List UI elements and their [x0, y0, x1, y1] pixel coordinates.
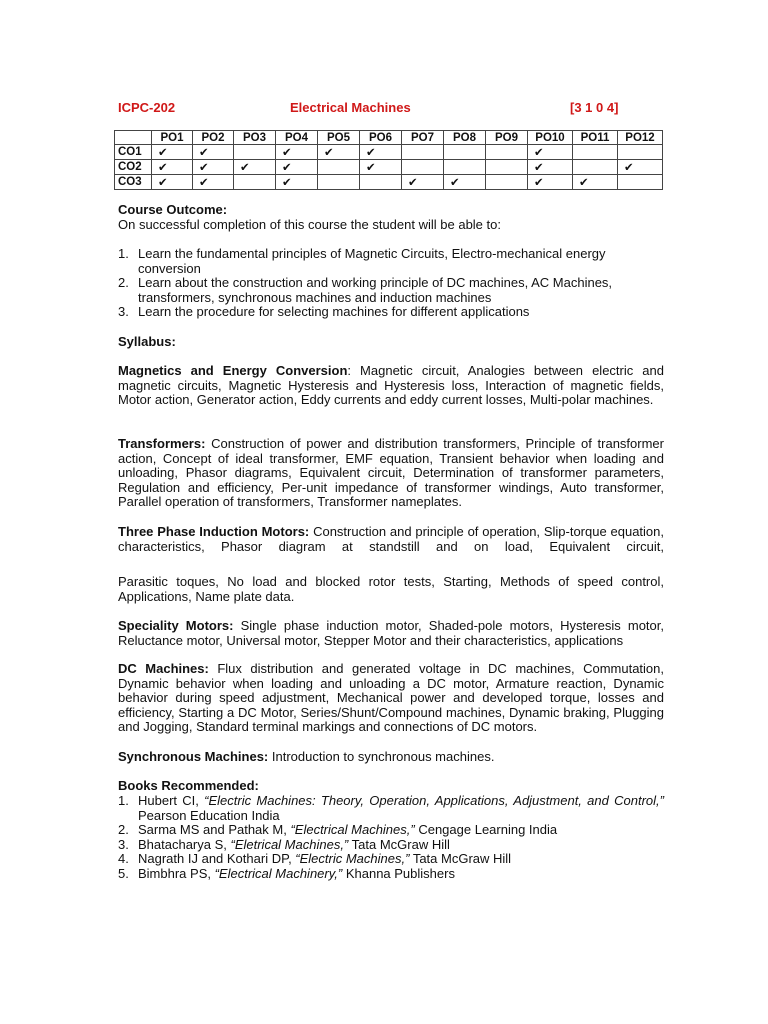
empty-cell: [486, 160, 528, 175]
column-header: PO3: [234, 131, 276, 145]
book-title: “Eletrical Machines,”: [230, 836, 349, 852]
topic-body: Single phase induction motor, Shaded-pole motors, Hysteresis motor, Reluctance motor, Universal motor, Stepper Motor and their characteristics, applications: [118, 618, 664, 648]
column-header: PO11: [573, 131, 618, 145]
topic-title: Synchronous Machines:: [118, 749, 269, 764]
course-header: [118, 100, 638, 118]
list-text: Learn the fundamental principles of Magnetic Circuits, Electro-mechanical energy conversion: [138, 246, 606, 276]
check-cell: ✔: [528, 160, 573, 175]
empty-cell: [360, 175, 402, 190]
topic-title: DC Machines:: [118, 661, 209, 676]
topic-title: Transformers:: [118, 436, 206, 451]
empty-cell: [402, 160, 444, 175]
syllabus-dc-machines: [118, 662, 664, 735]
list-number: 2.: [118, 822, 129, 838]
list-text: Learn the procedure for selecting machines for different applications: [138, 304, 530, 320]
list-number: 5.: [118, 865, 129, 881]
topic-body: Construction of power and distribution transformers, Principle of transformer action, Concept of ideal transformer, EMF equation, Transient behavior when loading and unloading, Phasor diagrams, Equivalent circuit, Determination of transformer parameters, Regulation and efficiency, Per-unit impedance of transformer windings, Auto transformer, Parallel operation of transformers, Transformer nameplates.: [118, 436, 664, 510]
check-cell: ✔: [152, 145, 193, 160]
list-item: [118, 823, 664, 838]
book-author: Nagrath IJ and Kothari DP,: [138, 851, 296, 867]
book-author: Hubert CI,: [138, 793, 205, 808]
table-body: [115, 145, 663, 190]
book-publisher: Khanna Publishers: [342, 865, 455, 881]
check-cell: ✔: [152, 160, 193, 175]
list-number: 2.: [118, 275, 129, 291]
list-text: Learn about the construction and working principle of DC machines, AC Machines, transformers, synchronous machines and induction machines: [138, 275, 613, 305]
column-header: PO4: [276, 131, 318, 145]
table-row: [115, 145, 663, 160]
syllabus-transformers: [118, 437, 664, 510]
book-publisher: Tata McGraw Hill: [348, 836, 450, 852]
syllabus-speciality: [118, 619, 664, 648]
empty-cell: [573, 160, 618, 175]
check-cell: ✔: [276, 160, 318, 175]
check-cell: ✔: [444, 175, 486, 190]
table-row: [115, 160, 663, 175]
course-outcome-heading: Course Outcome:: [118, 202, 228, 217]
check-cell: ✔: [360, 160, 402, 175]
list-item: [118, 247, 664, 276]
column-header: PO7: [402, 131, 444, 145]
column-header: PO6: [360, 131, 402, 145]
books-list: [118, 794, 664, 882]
topic-title: Magnetics and Energy Conversion: [118, 363, 348, 378]
empty-cell: [444, 160, 486, 175]
list-number: 1.: [118, 793, 129, 808]
course-code: ICPC-202: [118, 100, 176, 115]
syllabus-magnetics: [118, 364, 664, 408]
empty-cell: [318, 160, 360, 175]
book-publisher: Pearson Education India: [138, 807, 280, 823]
topic-title: Speciality Motors:: [118, 618, 234, 633]
empty-cell: [444, 145, 486, 160]
column-header: PO5: [318, 131, 360, 145]
book-author: Sarma MS and Pathak M,: [138, 822, 291, 838]
list-item: [118, 794, 664, 823]
column-header: PO2: [193, 131, 234, 145]
topic-body: Introduction to synchronous machines.: [268, 749, 495, 764]
check-cell: ✔: [318, 145, 360, 160]
book-publisher: Tata McGraw Hill: [409, 851, 512, 867]
syllabus-induction: [118, 525, 664, 554]
book-title: “Electric Machines: Theory, Operation, Applications, Adjustment, and Control,”: [204, 793, 664, 808]
row-label: CO3: [115, 175, 152, 190]
check-cell: ✔: [360, 145, 402, 160]
check-cell: ✔: [276, 145, 318, 160]
row-label: CO1: [115, 145, 152, 160]
check-cell: ✔: [618, 160, 663, 175]
corner-cell: [115, 131, 152, 145]
row-label: CO2: [115, 160, 152, 175]
check-cell: ✔: [152, 175, 193, 190]
list-item: [118, 838, 664, 853]
check-cell: ✔: [193, 145, 234, 160]
course-outcome-intro: On successful completion of this course the student will be able to:: [118, 216, 501, 232]
book-author: Bhatacharya S,: [138, 836, 231, 852]
book-title: “Electric Machines,”: [295, 851, 410, 867]
list-number: 4.: [118, 851, 129, 867]
books-heading: Books Recommended:: [118, 778, 259, 793]
table-row: [115, 175, 663, 190]
check-cell: ✔: [276, 175, 318, 190]
empty-cell: [573, 145, 618, 160]
column-header: PO1: [152, 131, 193, 145]
co-po-mapping-table: [114, 130, 663, 190]
check-cell: ✔: [528, 145, 573, 160]
course-outcome-section: [118, 203, 664, 232]
topic-body: Flux distribution and generated voltage in DC machines, Commutation, Dynamic behavior when loading and unloading a DC motor, Armature reaction, Dynamic behavior during speed adjustment, Mechanical power and developed torque, losses and efficiency, Starting a DC Motor, Series/Shunt/Compound machines, Dynamic braking, Plugging and Jogging, Standard terminal markings and connections of DC motors.: [118, 661, 664, 735]
empty-cell: [618, 175, 663, 190]
empty-cell: [234, 145, 276, 160]
book-author: Bimbhra PS,: [138, 865, 215, 881]
course-title: Electrical Machines: [290, 100, 411, 115]
book-title: “Electrical Machinery,”: [214, 865, 343, 881]
empty-cell: [402, 145, 444, 160]
topic-body: : Magnetic circuit, Analogies between electric and magnetic circuits, Magnetic Hysteresis and Hysteresis loss, Interaction of magnetic fields, Motor action, Generator action, Eddy currents and eddy current losses, Multi-polar machines.: [118, 363, 664, 408]
list-item: [118, 305, 664, 320]
list-number: 3.: [118, 836, 129, 852]
check-cell: ✔: [234, 160, 276, 175]
check-cell: ✔: [193, 175, 234, 190]
empty-cell: [234, 175, 276, 190]
book-title: “Electrical Machines,”: [290, 822, 415, 838]
check-cell: ✔: [193, 160, 234, 175]
column-header: PO9: [486, 131, 528, 145]
topic-title: Three Phase Induction Motors:: [118, 524, 310, 539]
syllabus-induction-continued: Parasitic toques, No load and blocked rotor tests, Starting, Methods of speed control, Applications, Name plate data.: [118, 574, 664, 604]
check-cell: ✔: [573, 175, 618, 190]
column-header: PO10: [528, 131, 573, 145]
book-publisher: Cengage Learning India: [414, 822, 558, 838]
syllabus-heading: Syllabus:: [118, 334, 176, 349]
empty-cell: [318, 175, 360, 190]
course-outcome-list: [118, 247, 664, 320]
empty-cell: [618, 145, 663, 160]
column-header: PO8: [444, 131, 486, 145]
list-item: [118, 867, 664, 882]
table-header-row: [115, 131, 663, 145]
check-cell: ✔: [528, 175, 573, 190]
list-number: 3.: [118, 304, 129, 320]
topic-body: Construction and principle of operation, Slip-torque equation, characteristics, Phasor diagram at standstill and on load, Equivalent circuit,: [118, 524, 664, 554]
syllabus-synchronous: [118, 750, 664, 765]
empty-cell: [486, 175, 528, 190]
list-item: [118, 276, 664, 305]
list-item: [118, 852, 664, 867]
check-cell: ✔: [402, 175, 444, 190]
column-header: PO12: [618, 131, 663, 145]
course-credits: [3 1 0 4]: [570, 100, 619, 115]
list-number: 1.: [118, 246, 129, 261]
empty-cell: [486, 145, 528, 160]
